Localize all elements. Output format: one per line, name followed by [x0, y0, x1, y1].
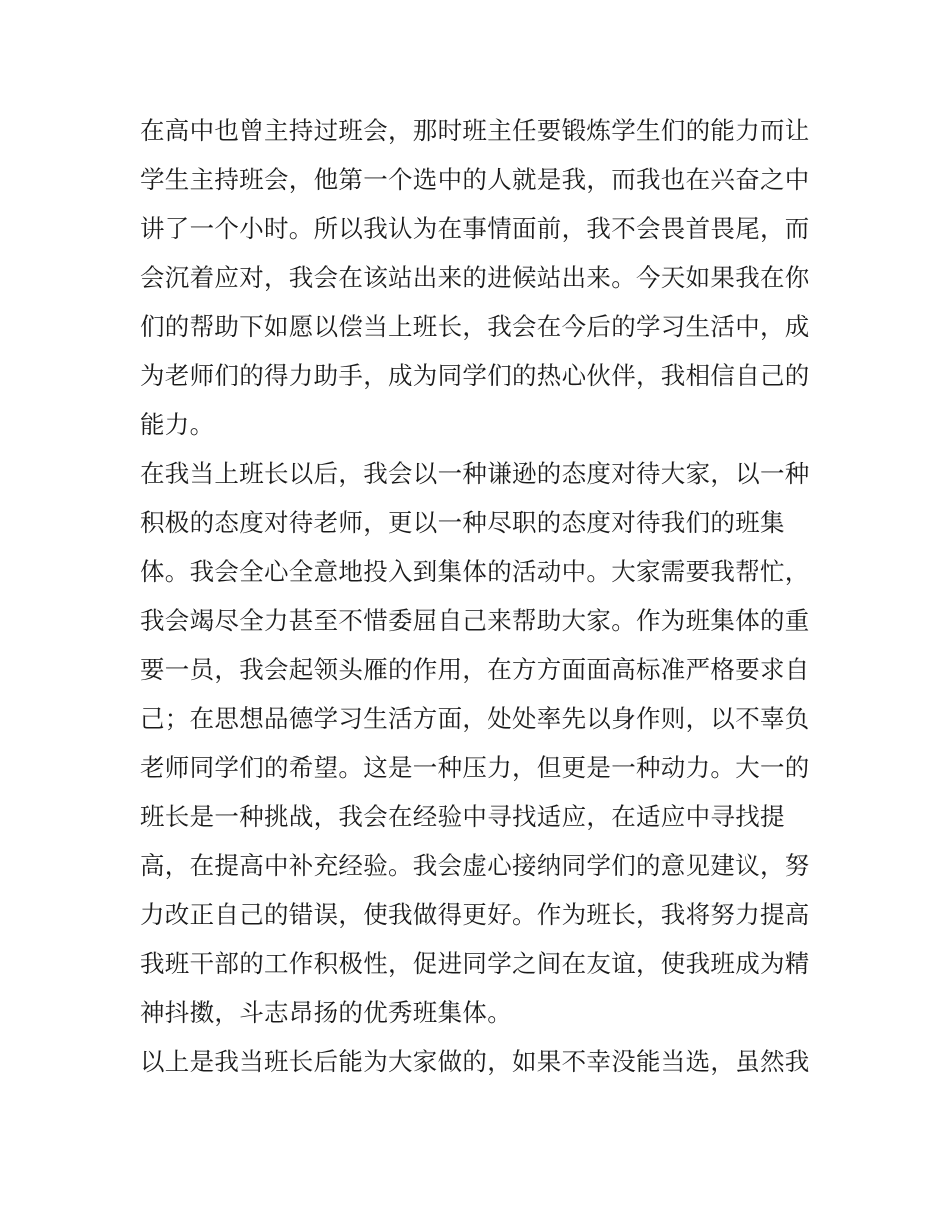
- text-line: 我班干部的工作积极性，促进同学之间在友谊，使我班成为精: [140, 949, 810, 978]
- text-line: 力改正自己的错误，使我做得更好。作为班长，我将努力提高: [140, 900, 810, 929]
- text-line: 我会竭尽全力甚至不惜委屈自己来帮助大家。作为班集体的重: [140, 606, 810, 635]
- text-line: 以上是我当班长后能为大家做的，如果不幸没能当选，虽然我: [140, 1047, 810, 1076]
- body-text: [140, 106, 820, 1086]
- text-line: 体。我会全心全意地投入到集体的活动中。大家需要我帮忙，: [140, 557, 810, 586]
- text-line: 为老师们的得力助手，成为同学们的热心伙伴，我相信自己的: [140, 361, 810, 390]
- text-line: 在高中也曾主持过班会，那时班主任要锻炼学生们的能力而让: [140, 116, 810, 145]
- paragraph-2: [140, 449, 820, 1037]
- text-line: 积极的态度对待老师，更以一种尽职的态度对待我们的班集: [140, 508, 785, 537]
- text-line: 会沉着应对，我会在该站出来的进候站出来。今天如果我在你: [140, 263, 810, 292]
- paragraph-1: [140, 106, 820, 449]
- text-line: 们的帮助下如愿以偿当上班长，我会在今后的学习生活中，成: [140, 312, 810, 341]
- paragraph-3: [140, 1037, 820, 1086]
- text-line: 在我当上班长以后，我会以一种谦逊的态度对待大家，以一种: [140, 459, 810, 488]
- text-line: 能力。: [140, 410, 215, 439]
- text-line: 要一员，我会起领头雁的作用，在方方面面高标准严格要求自: [140, 655, 810, 684]
- text-line: 班长是一种挑战，我会在经验中寻找适应，在适应中寻找提: [140, 802, 785, 831]
- text-line: 老师同学们的希望。这是一种压力，但更是一种动力。大一的: [140, 753, 810, 782]
- text-line: 己；在思想品德学习生活方面，处处率先以身作则，以不辜负: [140, 704, 810, 733]
- text-line: 神抖擞，斗志昂扬的优秀班集体。: [140, 998, 512, 1027]
- text-line: 高，在提高中补充经验。我会虚心接纳同学们的意见建议，努: [140, 851, 810, 880]
- text-line: 学生主持班会，他第一个选中的人就是我，而我也在兴奋之中: [140, 165, 810, 194]
- text-line: 讲了一个小时。所以我认为在事情面前，我不会畏首畏尾，而: [140, 214, 810, 243]
